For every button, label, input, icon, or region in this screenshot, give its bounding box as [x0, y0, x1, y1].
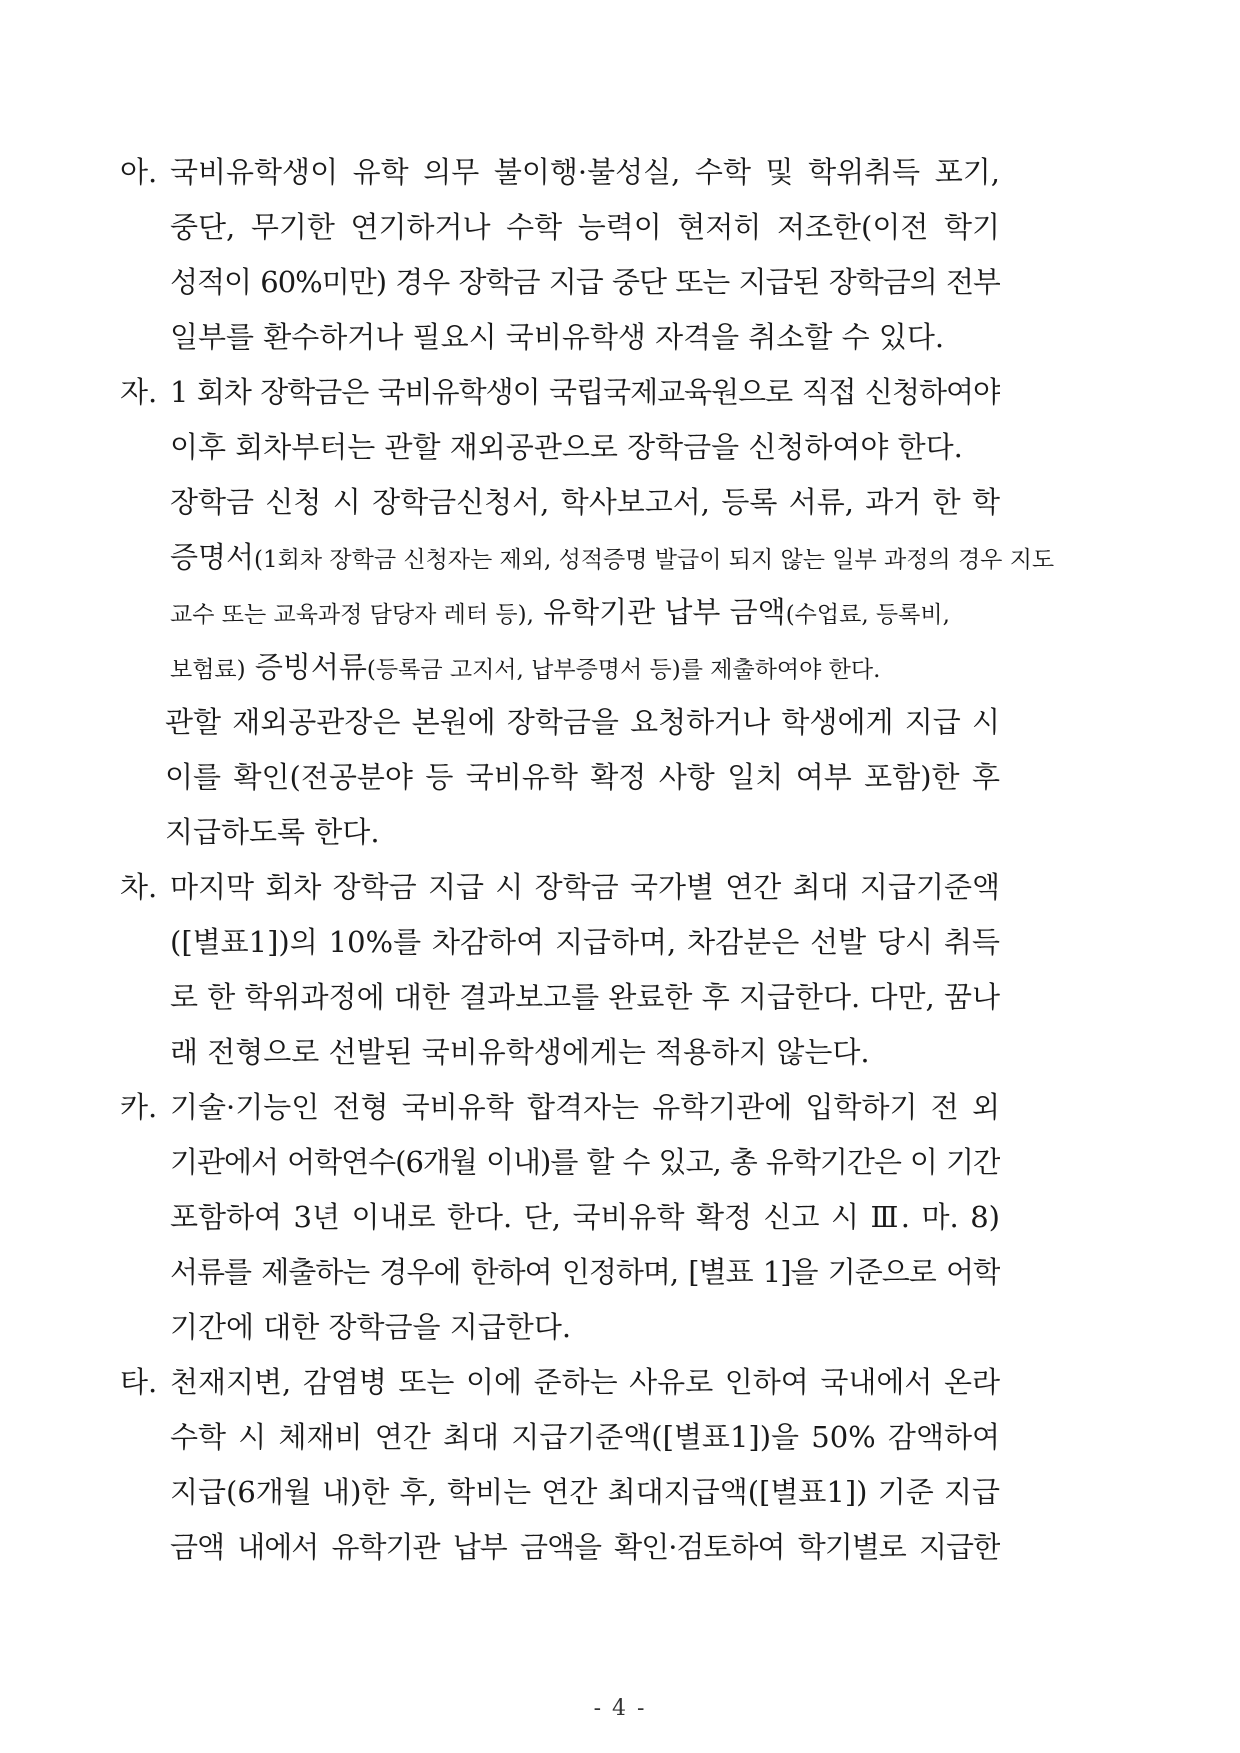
item-text-line: 지급(6개월 내)한 후, 학비는 연간 최대지급액([별표1]) 기준 지급: [170, 1475, 1000, 1509]
application-docs-line: [170, 537, 1055, 577]
item-text-line: 기간에 대한 장학금을 지급한다.: [170, 1310, 572, 1344]
item-text-line: 포함하여 3년 이내로 한다. 단, 국비유학 확정 신고 시 Ⅲ. 마. 8): [170, 1200, 1000, 1234]
small-text-segment: 교수 또는 교육과정 담당자 레터 등),: [170, 602, 534, 628]
text-segment: 증빙서류: [254, 650, 367, 684]
item-text-line: 기관에서 어학연수(6개월 이내)를 할 수 있고, 총 유학기간은 이 기간: [170, 1145, 1000, 1179]
item-text-line: 래 전형으로 선발된 국비유학생에게는 적용하지 않는다.: [170, 1035, 870, 1069]
application-docs-line: 장학금 신청 시 장학금신청서, 학사보고서, 등록 서류, 과거 한 학: [170, 485, 1000, 519]
item-text-line: 이후 회차부터는 관할 재외공관으로 장학금을 신청하여야 한다.: [170, 430, 963, 464]
small-text-segment: 보험료): [170, 657, 246, 683]
small-text-segment: (등록금 고지서, 납부증명서 등)를 제출하여야 한다.: [366, 657, 881, 683]
item-text-line: 성적이 60%미만) 경우 장학금 지급 중단 또는 지급된 장학금의 전부: [170, 265, 1000, 299]
item-text-line: 천재지변, 감염병 또는 이에 준하는 사유로 인하여 국내에서 온라: [170, 1365, 1000, 1399]
item-text-line: 금액 내에서 유학기관 납부 금액을 확인·검토하여 학기별로 지급한: [170, 1530, 1000, 1564]
page-number: - 4 -: [593, 1696, 647, 1721]
item-marker: 차.: [120, 870, 158, 904]
item-text-line: 수학 시 체재비 연간 최대 지급기준액([별표1])을 50% 감액하여: [170, 1420, 1000, 1454]
application-docs-line: [170, 592, 1000, 632]
item-text-line: 마지막 회차 장학금 지급 시 장학금 국가별 연간 최대 지급기준액: [170, 870, 1000, 904]
item-text-line: 일부를 환수하거나 필요시 국비유학생 자격을 취소할 수 있다.: [170, 320, 945, 354]
item-marker: 카.: [120, 1090, 158, 1124]
consulate-line: 이를 확인(전공분야 등 국비유학 확정 사항 일치 여부 포함)한 후: [165, 760, 1000, 794]
item-text-line: 서류를 제출하는 경우에 한하여 인정하며, [별표 1]을 기준으로 어학: [170, 1255, 1000, 1289]
item-text-line: 로 한 학위과정에 대한 결과보고를 완료한 후 지급한다. 다만, 꿈나: [170, 980, 1000, 1014]
item-text-line: ([별표1])의 10%를 차감하여 지급하며, 차감분은 선발 당시 취득: [170, 925, 1000, 959]
consulate-line: 지급하도록 한다.: [165, 815, 380, 849]
item-marker: 자.: [120, 375, 158, 409]
small-text-segment: (1회차 장학금 신청자는 제외, 성적증명 발급이 되지 않는 일부 과정의 경우 지도: [254, 547, 1055, 573]
small-text-segment: (수업료, 등록비,: [785, 602, 950, 628]
application-docs-line: [170, 647, 1000, 687]
item-marker: 타.: [120, 1365, 158, 1399]
text-segment: 유학기관 납부 금액: [543, 595, 786, 629]
item-text-line: 기술·기능인 전형 국비유학 합격자는 유학기관에 입학하기 전 외: [170, 1090, 1000, 1124]
consulate-line: 관할 재외공관장은 본원에 장학금을 요청하거나 학생에게 지급 시: [165, 705, 1000, 739]
item-text-line: 국비유학생이 유학 의무 불이행·불성실, 수학 및 학위취득 포기,: [170, 155, 1000, 189]
item-text-line: 1 회차 장학금은 국비유학생이 국립국제교육원으로 직접 신청하여야: [170, 375, 1000, 409]
item-text-line: 중단, 무기한 연기하거나 수학 능력이 현저히 저조한(이전 학기: [170, 210, 1000, 244]
item-marker: 아.: [120, 155, 158, 189]
text-segment: 증명서: [170, 540, 255, 574]
